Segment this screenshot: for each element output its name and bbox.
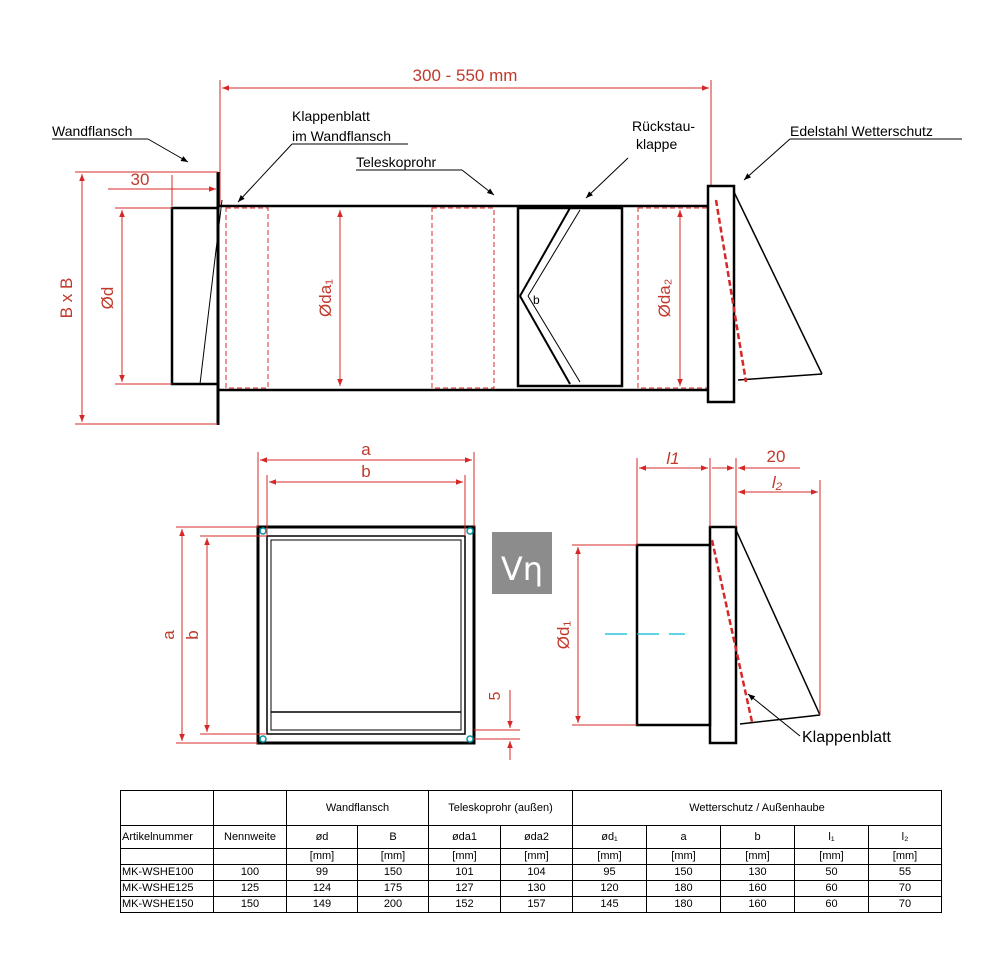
group-header-teleskoprohr: Teleskoprohr (außen) (429, 791, 573, 826)
d-label: Ød (98, 286, 117, 310)
column-header: b (721, 826, 795, 849)
unit-cell: [mm] (721, 849, 795, 865)
d1-label: Ød₁ (554, 620, 573, 650)
unit-cell: [mm] (501, 849, 573, 865)
five-label: 5 (487, 691, 504, 701)
column-header: Nennweite (214, 826, 287, 849)
unit-cell: [mm] (573, 849, 647, 865)
teleskoprohr-label: Teleskoprohr (356, 154, 437, 170)
column-header: l₂ (869, 826, 942, 849)
side-view (52, 66, 962, 425)
logo (492, 532, 552, 594)
l2-label: l₂ (771, 473, 783, 492)
flange-offset-label: 30 (130, 170, 150, 189)
front-view (159, 440, 520, 760)
column-header: l₁ (795, 826, 869, 849)
unit-cell: [mm] (869, 849, 942, 865)
klappenblatt-wandflansch-label-1: Klappenblatt (292, 108, 370, 124)
table-row: MK-WSHE125 125 124 175 127 130 120 180 160 60 70 (121, 881, 942, 897)
unit-cell: [mm] (287, 849, 358, 865)
edelstahl-label: Edelstahl Wetterschutz (790, 123, 933, 139)
hood-side-view (554, 447, 892, 746)
group-header-wandflansch: Wandflansch (287, 791, 429, 826)
spec-table (120, 790, 942, 913)
klappenblatt-wandflansch-label-2: im Wandflansch (292, 128, 392, 144)
unit-cell: [mm] (358, 849, 429, 865)
column-header: øda1 (429, 826, 501, 849)
unit-cell: [mm] (795, 849, 869, 865)
rueckstau-label-1: Rückstau- (632, 118, 696, 134)
column-header: ød (287, 826, 358, 849)
column-header: øda2 (501, 826, 573, 849)
a-label-top: a (361, 440, 371, 459)
b-label-top: b (361, 462, 371, 481)
column-header: Artikelnummer (121, 826, 214, 849)
unit-cell (121, 849, 214, 865)
l1-label: l1 (666, 449, 680, 468)
table-row: MK-WSHE150 150 149 200 152 157 145 180 160 60 70 (121, 897, 942, 913)
b-label-side: b (183, 630, 202, 640)
twenty-label: 20 (766, 447, 786, 466)
column-header: B (358, 826, 429, 849)
column-header: a (647, 826, 721, 849)
svg-text:b: b (533, 293, 540, 307)
da1-label: Øda₁ (316, 279, 335, 317)
unit-cell (214, 849, 287, 865)
column-header: ød₁ (573, 826, 647, 849)
unit-cell: [mm] (647, 849, 721, 865)
overall-length-label: 300 - 550 mm (412, 66, 518, 85)
a-label-side: a (159, 630, 178, 640)
logo-text: Vη (500, 550, 544, 588)
group-header-wetterschutz: Wetterschutz / Außenhaube (573, 791, 942, 826)
unit-cell: [mm] (429, 849, 501, 865)
wandflansch-label: Wandflansch (52, 123, 133, 139)
rueckstau-label-2: klappe (636, 136, 678, 152)
bxb-label: B x B (57, 277, 76, 319)
klappenblatt-label: Klappenblatt (802, 729, 891, 746)
da2-label: Øda₂ (655, 278, 674, 318)
table-row: MK-WSHE100 100 99 150 101 104 95 150 130 50 55 (121, 865, 942, 881)
